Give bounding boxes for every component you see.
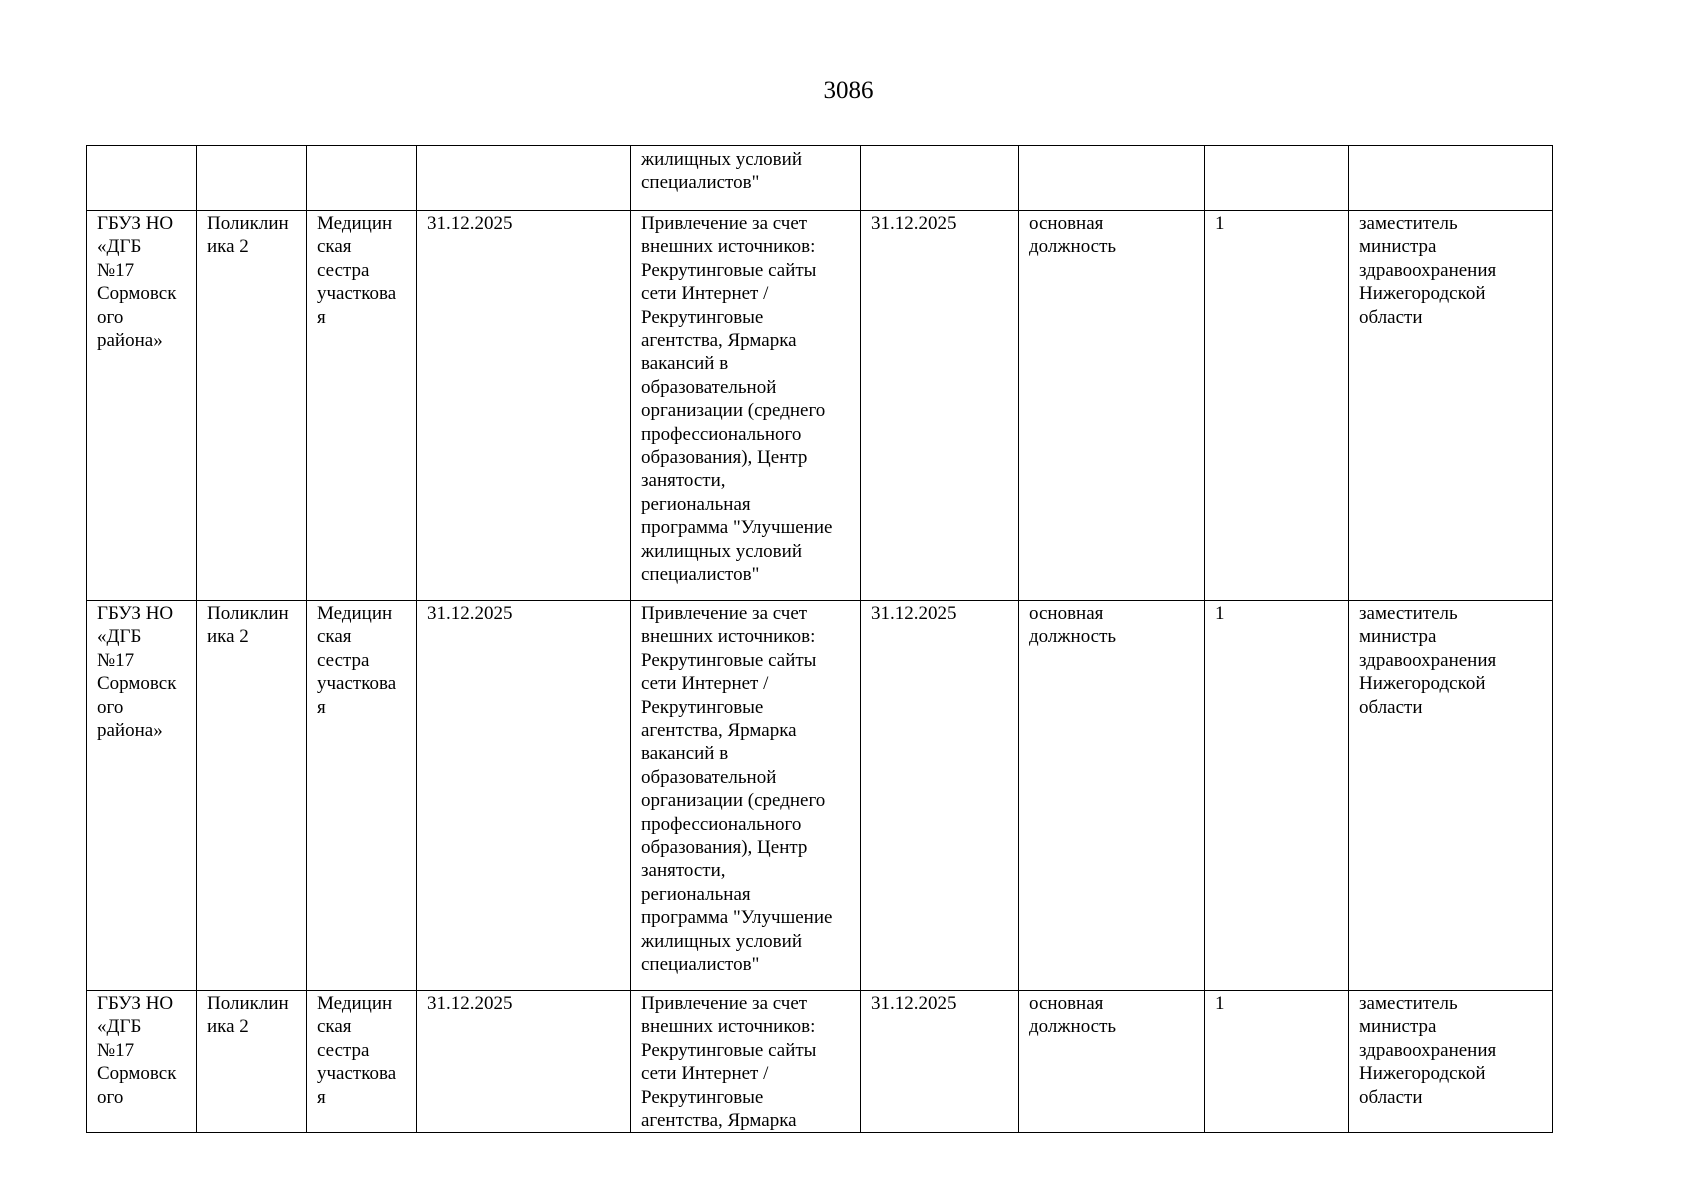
cell-unit [197, 146, 307, 211]
cell-date: 31.12.2025 [417, 601, 631, 991]
page-number: 3086 [823, 77, 874, 104]
cell-count: 1 [1205, 211, 1349, 601]
cell-job-type: основная должность [1019, 991, 1205, 1133]
cell-recruitment-method: Привлечение за счет внешних источников: Рекрутинговые сайты сети Интернет / Рекрутинговые агентства, Ярмарка вакансий в образовательной организации (среднего профессионального образования), Центр занятости, региональная программа "Улучшение жилищных условий специалистов" [631, 601, 861, 991]
table-row [87, 146, 1553, 211]
cell-organization [87, 146, 197, 211]
cell-recruitment-method: Привлечение за счет внешних источников: Рекрутинговые сайты сети Интернет / Рекрутинговые агентства, Ярмарка [631, 991, 861, 1133]
cell-organization: ГБУЗ НО «ДГБ №17 Сормовск ого района» [87, 211, 197, 601]
cell-recruitment-method: жилищных условий специалистов" [631, 146, 861, 211]
cell-deadline: 31.12.2025 [861, 211, 1019, 601]
cell-responsible: заместитель министра здравоохранения Нижегородской области [1349, 991, 1553, 1133]
cell-deadline [861, 146, 1019, 211]
cell-position: Медицин ская сестра участкова я [307, 991, 417, 1133]
cell-date: 31.12.2025 [417, 991, 631, 1133]
cell-position: Медицин ская сестра участкова я [307, 211, 417, 601]
staffing-plan-table [86, 145, 1553, 1133]
cell-date [417, 146, 631, 211]
cell-job-type [1019, 146, 1205, 211]
cell-count [1205, 146, 1349, 211]
cell-job-type: основная должность [1019, 211, 1205, 601]
cell-position [307, 146, 417, 211]
cell-deadline: 31.12.2025 [861, 601, 1019, 991]
cell-unit: Поликлин ика 2 [197, 211, 307, 601]
cell-count: 1 [1205, 601, 1349, 991]
table-row [87, 601, 1553, 991]
cell-unit: Поликлин ика 2 [197, 991, 307, 1133]
cell-deadline: 31.12.2025 [861, 991, 1019, 1133]
cell-organization: ГБУЗ НО «ДГБ №17 Сормовск ого района» [87, 601, 197, 991]
cell-responsible: заместитель министра здравоохранения Нижегородской области [1349, 601, 1553, 991]
cell-unit: Поликлин ика 2 [197, 601, 307, 991]
cell-count: 1 [1205, 991, 1349, 1133]
cell-position: Медицин ская сестра участкова я [307, 601, 417, 991]
cell-date: 31.12.2025 [417, 211, 631, 601]
cell-recruitment-method: Привлечение за счет внешних источников: Рекрутинговые сайты сети Интернет / Рекрутинговые агентства, Ярмарка вакансий в образовательной организации (среднего профессионального образования), Центр занятости, региональная программа "Улучшение жилищных условий специалистов" [631, 211, 861, 601]
cell-responsible: заместитель министра здравоохранения Нижегородской области [1349, 211, 1553, 601]
cell-job-type: основная должность [1019, 601, 1205, 991]
table-row [87, 211, 1553, 601]
table-row [87, 991, 1553, 1133]
cell-organization: ГБУЗ НО «ДГБ №17 Сормовск ого [87, 991, 197, 1133]
cell-responsible [1349, 146, 1553, 211]
